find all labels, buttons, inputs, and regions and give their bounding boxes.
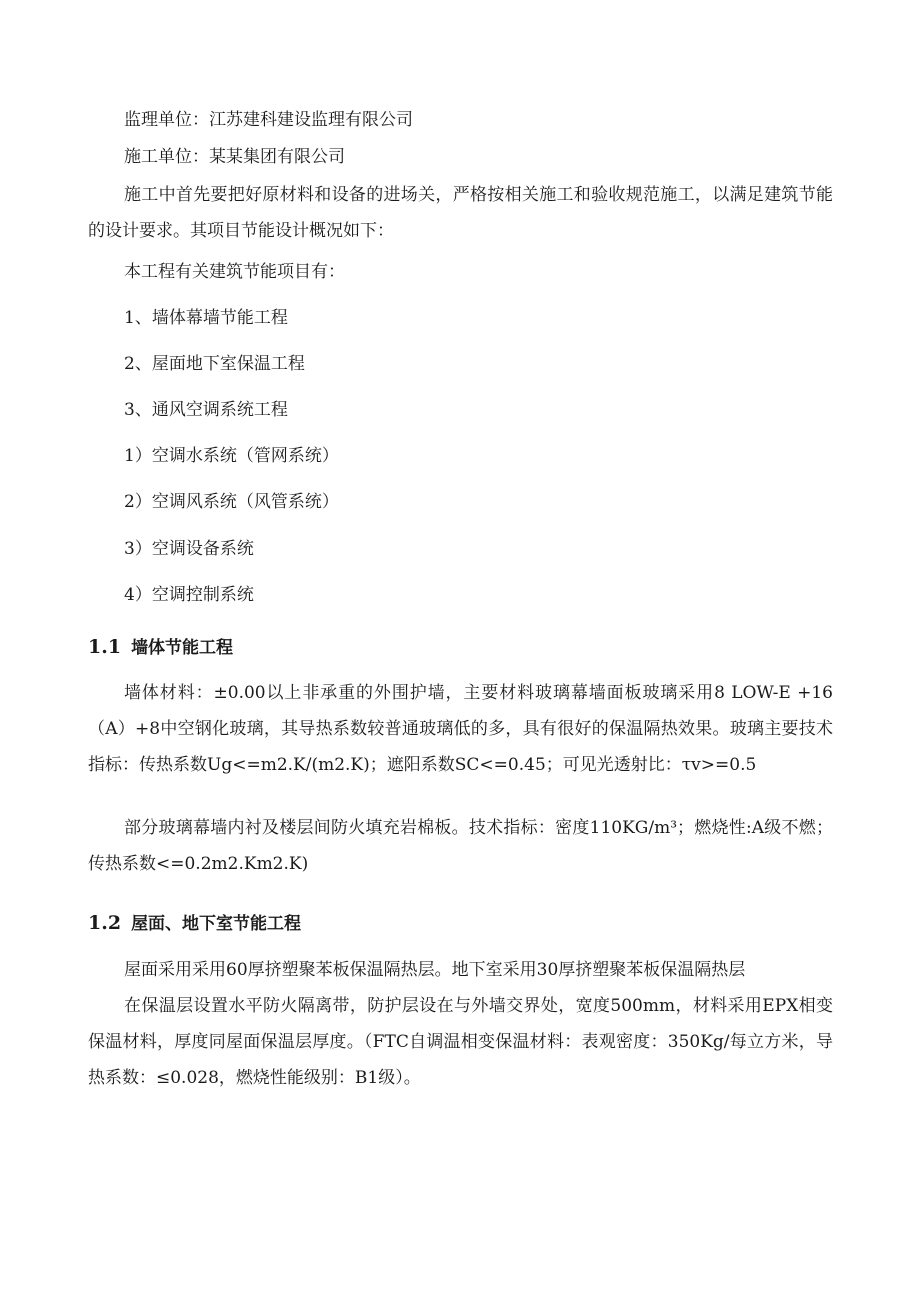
list-item: 4）空调控制系统 — [124, 585, 254, 605]
section-title: 屋面、地下室节能工程 — [131, 914, 302, 934]
section-heading-1-1 — [88, 632, 833, 663]
section-1-1-paragraph: 墙体材料：±0.00以上非承重的外围护墙，主要材料玻璃幕墙面板玻璃采用8 LOW-E +16（A）+8中空钢化玻璃，其导热系数较普通玻璃低的多，具有很好的保温隔热效果。玻璃主要技术指标：传热系数Ug<=m2.K/(m2.K)；遮阳系数SC<=0.45；可见光透射比：τv>=0.5 — [88, 683, 833, 775]
section-1-1-paragraph: 部分玻璃幕墙内衬及楼层间防火填充岩棉板。技术指标：密度110KG/m³；燃烧性:A级不燃；传热系数<=0.2m2.Km2.K) — [88, 818, 833, 874]
list-item: 1）空调水系统（管网系统） — [124, 446, 339, 466]
section-1-2-paragraph: 屋面采用采用60厚挤塑聚苯板保温隔热层。地下室采用30厚挤塑聚苯板保温隔热层 — [124, 960, 746, 980]
supervisor-line: 监理单位：江苏建科建设监理有限公司 — [124, 110, 413, 130]
section-number: 1.1 — [88, 636, 122, 658]
list-item: 1、墙体幕墙节能工程 — [124, 308, 288, 328]
list-item: 3）空调设备系统 — [124, 539, 254, 559]
section-1-2-paragraph: 在保温层设置水平防火隔离带，防护层设在与外墙交界处，宽度500mm，材料采用EPX相变保温材料，厚度同屋面保温层厚度。（FTC自调温相变保温材料：表观密度：350Kg/每立方米，导热系数：≤0.028，燃烧性能级别：B1级）。 — [88, 996, 833, 1088]
section-title: 墙体节能工程 — [131, 638, 234, 658]
list-item: 2、屋面地下室保温工程 — [124, 354, 305, 374]
list-item: 3、通风空调系统工程 — [124, 400, 288, 420]
section-number: 1.2 — [88, 912, 122, 934]
contractor-line: 施工单位：某某集团有限公司 — [124, 147, 345, 167]
items-intro: 本工程有关建筑节能项目有： — [124, 262, 345, 282]
list-item: 2）空调风系统（风管系统） — [124, 492, 339, 512]
section-heading-1-2 — [88, 908, 833, 939]
intro-paragraph: 施工中首先要把好原材料和设备的进场关，严格按相关施工和验收规范施工，以满足建筑节能的设计要求。其项目节能设计概况如下： — [88, 185, 833, 241]
